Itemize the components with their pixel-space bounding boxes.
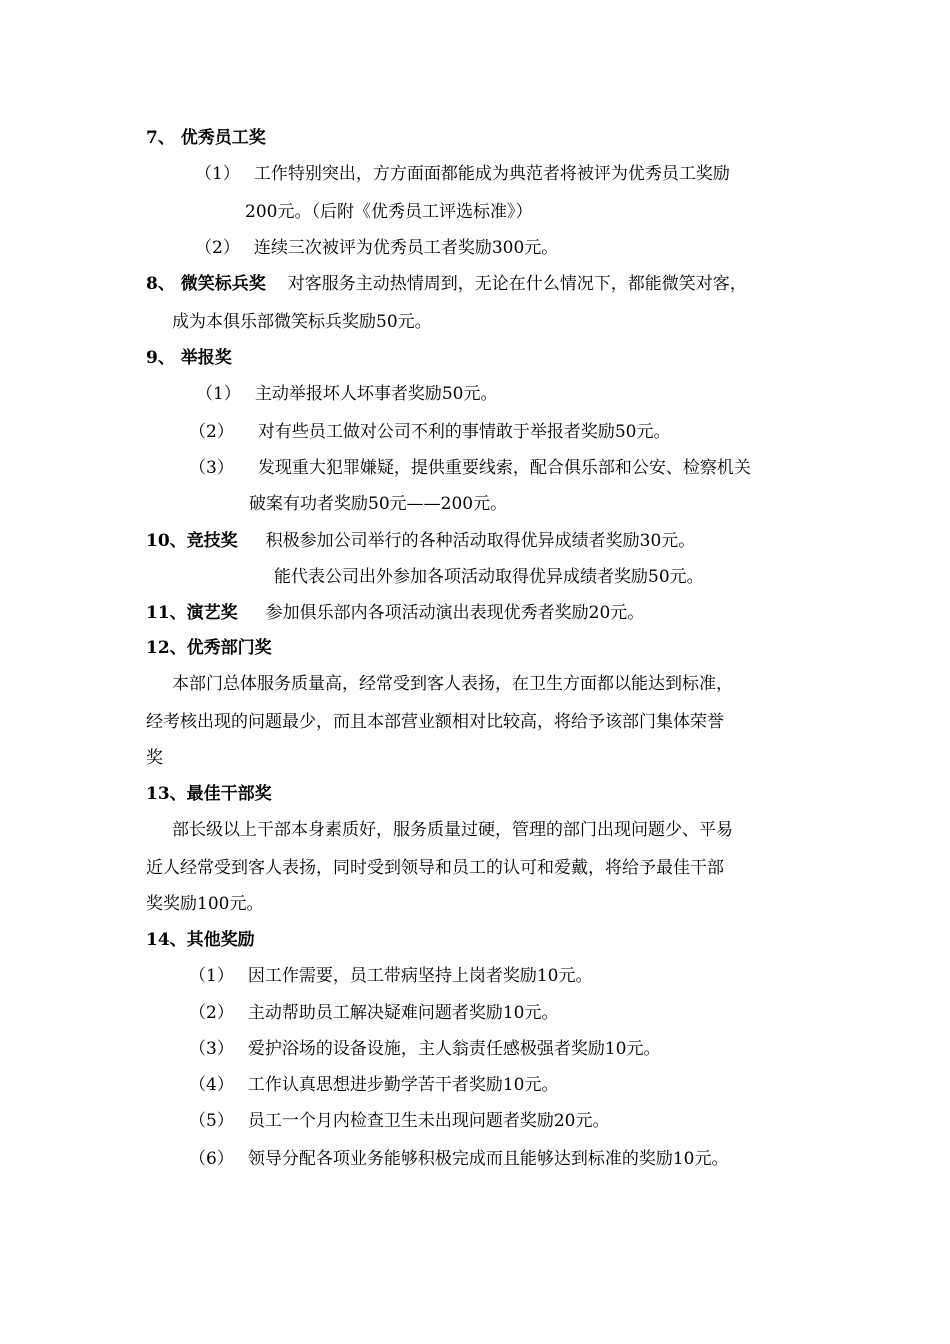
- section-7-item-1-continuation: 200元。（后附《优秀员工评选标准》）: [245, 202, 533, 222]
- item-text: 爱护浴场的设备设施，主人翁责任感极强者奖励10元。: [247, 1039, 661, 1059]
- section-8-continuation: 成为本俱乐部微笑标兵奖励50元。: [172, 312, 432, 332]
- section-13-heading: 13、最佳干部奖: [146, 784, 272, 804]
- item-text: 连续三次被评为优秀员工者奖励300元。: [253, 238, 559, 258]
- item-number: （2）: [189, 1003, 234, 1023]
- section-7-item-2: [195, 236, 558, 260]
- section-12-line-1: 本部门总体服务质量高，经常受到客人表扬，在卫生方面都以能达到标准，: [172, 674, 733, 694]
- list-item: [189, 1073, 558, 1097]
- item-text: 发现重大犯罪嫌疑，提供重要线索，配合俱乐部和公安、检察机关: [257, 458, 751, 478]
- section-12-line-3: 奖: [146, 748, 163, 768]
- item-text: 工作认真思想进步勤学苦干者奖励10元。: [247, 1075, 559, 1095]
- section-9-item-3-continuation: 破案有功者奖励50元——200元。: [249, 494, 508, 514]
- list-item: [189, 1037, 660, 1061]
- item-number: （5）: [189, 1111, 234, 1131]
- list-item: [189, 964, 592, 988]
- section-11-text: 参加俱乐部内各项活动演出表现优秀者奖励20元。: [265, 603, 645, 623]
- item-number: （4）: [189, 1075, 234, 1095]
- section-13-line-2: 近人经常受到客人表扬，同时受到领导和员工的认可和爱戴，将给予最佳干部: [146, 858, 724, 878]
- section-13-line-1: 部长级以上干部本身素质好，服务质量过硬，管理的部门出现问题少、平易: [172, 820, 733, 840]
- item-number: （6）: [189, 1149, 234, 1169]
- item-number: （1）: [195, 164, 240, 184]
- item-number: （2）: [195, 238, 240, 258]
- section-7-item-1: [195, 162, 730, 186]
- section-14-heading: 14、其他奖励: [146, 930, 255, 950]
- section-11-heading: 11、演艺奖: [146, 603, 238, 623]
- item-number: （1）: [189, 966, 234, 986]
- section-12-heading: 12、优秀部门奖: [146, 638, 272, 658]
- section-8-text: 对客服务主动热情周到，无论在什么情况下，都能微笑对客，: [287, 274, 747, 294]
- section-9-item-3: [189, 456, 751, 480]
- section-10-text: 积极参加公司举行的各种活动取得优异成绩者奖励30元。: [265, 531, 696, 551]
- section-8-heading: 8、 微笑标兵奖: [146, 274, 266, 294]
- section-7-heading: 7、 优秀员工奖: [146, 128, 266, 148]
- item-text: 员工一个月内检查卫生未出现问题者奖励20元。: [247, 1111, 610, 1131]
- item-number: （2）: [189, 422, 234, 442]
- list-item: [189, 1001, 558, 1025]
- item-text: 主动帮助员工解决疑难问题者奖励10元。: [247, 1003, 559, 1023]
- item-text: 对有些员工做对公司不利的事情敢于举报者奖励50元。: [257, 422, 671, 442]
- item-text: 因工作需要，员工带病坚持上岗者奖励10元。: [247, 966, 593, 986]
- item-number: （3）: [189, 458, 234, 478]
- list-item: [189, 1109, 609, 1133]
- section-10-heading: 10、竞技奖: [146, 531, 238, 551]
- item-text: 工作特别突出，方方面面都能成为典范者将被评为优秀员工奖励: [253, 164, 730, 184]
- section-11: [146, 601, 644, 625]
- section-9-item-2: [189, 420, 670, 444]
- section-9-item-1: [196, 382, 497, 406]
- section-13-line-3: 奖奖励100元。: [146, 894, 264, 914]
- section-10-text-2: 能代表公司出外参加各项活动取得优异成绩者奖励50元。: [274, 567, 704, 587]
- section-10: [146, 529, 695, 553]
- item-number: （3）: [189, 1039, 234, 1059]
- item-text: 主动举报坏人坏事者奖励50元。: [254, 384, 498, 404]
- section-8: [146, 272, 747, 296]
- section-9-heading: 9、 举报奖: [146, 348, 232, 368]
- section-12-line-2: 经考核出现的问题最少，而且本部营业额相对比较高，将给予该部门集体荣誉: [146, 712, 724, 732]
- item-text: 领导分配各项业务能够积极完成而且能够达到标准的奖励10元。: [247, 1149, 729, 1169]
- list-item: [189, 1147, 728, 1171]
- item-number: （1）: [196, 384, 241, 404]
